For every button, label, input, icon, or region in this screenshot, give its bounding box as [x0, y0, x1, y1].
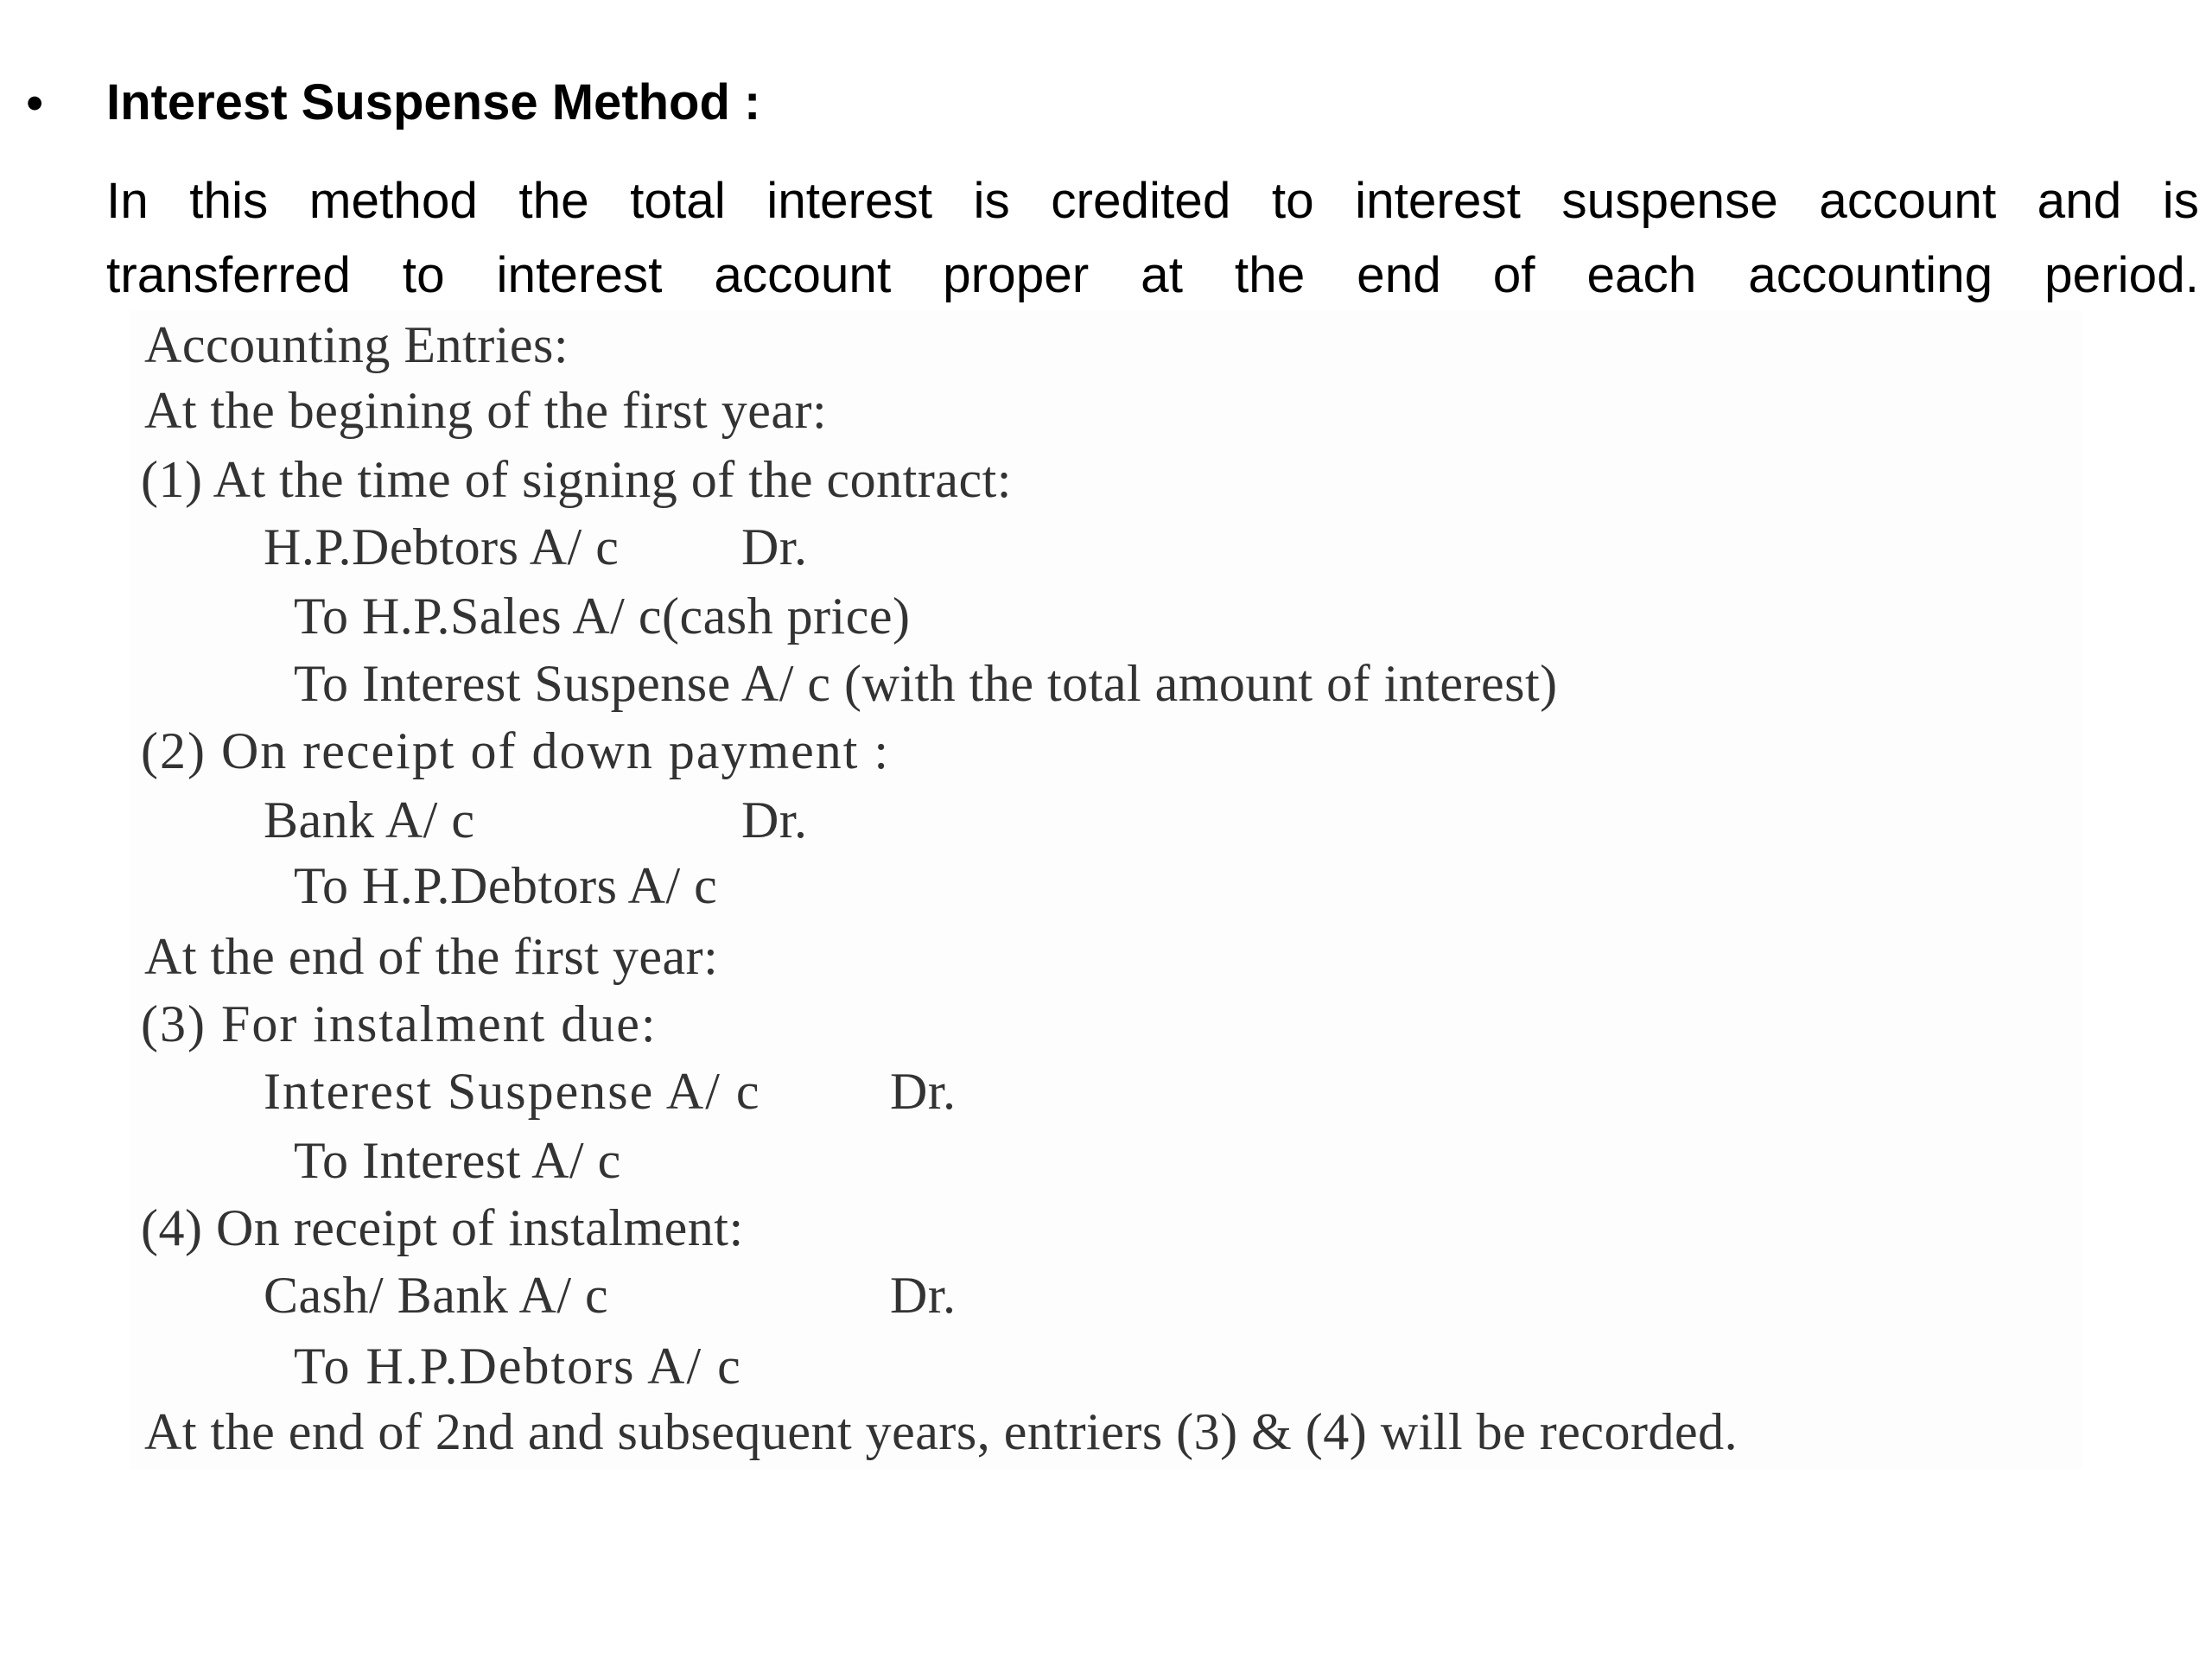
debit-marker: Dr. — [890, 1063, 957, 1120]
entry-heading: (3) For instalment due: — [141, 995, 658, 1052]
credit-account: To Interest Suspense A/ c (with the total amount of interest) — [294, 655, 1558, 712]
entries-title: Accounting Entries: — [144, 316, 569, 373]
entry-heading: (1) At the time of signing of the contract: — [141, 451, 1012, 508]
description-paragraph — [106, 164, 2199, 313]
debit-account: Cash/ Bank A/ c — [264, 1267, 609, 1324]
bullet-icon: • — [26, 75, 44, 131]
entry-heading: (4) On receipt of instalment: — [141, 1199, 744, 1256]
paragraph-line: transferred to interest account proper at the end of each accounting period. — [106, 247, 2199, 303]
debit-marker: Dr. — [741, 791, 808, 849]
paragraph-line: In this method the total interest is credited to interest suspense account and is — [106, 173, 2199, 229]
debit-marker: Dr. — [741, 518, 808, 575]
credit-account: To H.P.Sales A/ c(cash price) — [294, 588, 911, 645]
closing-note: At the end of 2nd and subsequent years, entriers (3) & (4) will be recorded. — [144, 1403, 1738, 1460]
debit-account: H.P.Debtors A/ c — [264, 518, 620, 575]
credit-account: To H.P.Debtors A/ c — [294, 1338, 742, 1395]
section-label: At the begining of the first year: — [144, 382, 828, 439]
debit-marker: Dr. — [890, 1267, 957, 1324]
credit-account: To Interest A/ c — [294, 1132, 621, 1189]
section-label: At the end of the first year: — [144, 928, 719, 985]
debit-account: Interest Suspense A/ c — [264, 1063, 761, 1120]
debit-account: Bank A/ c — [264, 791, 475, 849]
entry-heading: (2) On receipt of down payment : — [141, 722, 891, 779]
credit-account: To H.P.Debtors A/ c — [294, 857, 718, 914]
section-heading: Interest Suspense Method : — [106, 74, 761, 130]
